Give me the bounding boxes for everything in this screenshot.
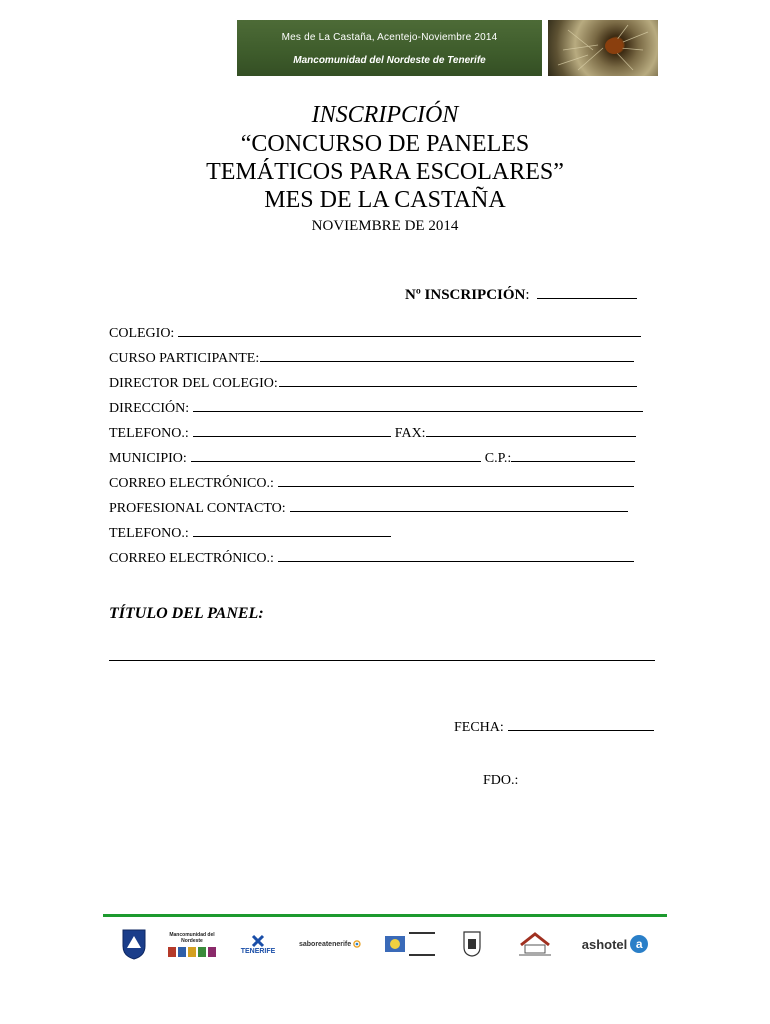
panel-title-label: TÍTULO DEL PANEL: <box>109 605 264 622</box>
direccion-field <box>109 399 643 417</box>
tenerife-caption: TENERIFE <box>240 947 276 955</box>
direccion-label: DIRECCIÓN: <box>109 401 190 416</box>
ashotel-mark-icon: a <box>630 935 648 953</box>
casa-logo <box>511 922 559 966</box>
banner-subtitle: Mancomunidad del Nordeste de Tenerife <box>293 55 486 66</box>
telefono-fax-field <box>109 424 636 442</box>
heading-inscripcion: INSCRIPCIÓN <box>311 102 459 128</box>
correo-contacto-field <box>109 549 634 567</box>
municipio-cp-field <box>109 449 635 467</box>
ashotel-logo <box>577 922 653 966</box>
cp-label: C.P.: <box>484 451 512 466</box>
heading-date: NOVIEMBRE DE 2014 <box>311 218 459 234</box>
ayuntamiento-logo <box>457 922 487 966</box>
telefono-label: TELEFONO.: <box>109 426 189 441</box>
correo-contacto-label: CORREO ELECTRÓNICO.: <box>109 551 274 566</box>
profesional-field <box>109 499 628 517</box>
curso-field <box>109 349 634 367</box>
tenerife-logo <box>235 922 281 966</box>
correo-field <box>109 474 634 492</box>
registration-colon: : <box>525 287 530 303</box>
panel-title-input[interactable] <box>109 660 655 661</box>
castanero-club-logo <box>381 922 437 966</box>
correo-label: CORREO ELECTRÓNICO.: <box>109 476 274 491</box>
sponsor-logos <box>103 922 667 966</box>
banner-title: Mes de La Castaña, Acentejo-Noviembre 2014 <box>281 32 498 43</box>
fax-label: FAX: <box>394 426 426 441</box>
heading-line-2: TEMÁTICOS PARA ESCOLARES” <box>206 159 564 185</box>
signature-label: FDO.: <box>483 773 519 788</box>
curso-label: CURSO PARTICIPANTE: <box>109 351 260 366</box>
colegio-label: COLEGIO: <box>109 326 175 341</box>
fecha-field <box>454 718 654 736</box>
registration-label: Nº INSCRIPCIÓN <box>405 287 526 303</box>
curso-input[interactable] <box>260 349 634 362</box>
footer-divider <box>103 914 667 917</box>
fax-input[interactable] <box>426 424 636 437</box>
fecha-input[interactable] <box>508 718 654 731</box>
municipio-input[interactable] <box>191 449 481 462</box>
document-heading <box>0 100 770 236</box>
director-input[interactable] <box>279 374 637 387</box>
cp-input[interactable] <box>511 449 635 462</box>
ashotel-caption: ashotel <box>581 936 628 952</box>
sabores-caption: saboreatenerife <box>299 940 352 948</box>
heading-line-1: “CONCURSO DE PANELES <box>240 131 530 157</box>
telefono-contacto-field <box>109 524 391 542</box>
registration-number-field <box>405 286 637 304</box>
correo-input[interactable] <box>278 474 634 487</box>
chestnut-photo <box>548 20 658 76</box>
colegio-input[interactable] <box>178 324 641 337</box>
profesional-label: PROFESIONAL CONTACTO: <box>109 501 286 516</box>
director-field <box>109 374 637 392</box>
sabores-logo <box>299 922 361 966</box>
telefono-contacto-label: TELEFONO.: <box>109 526 189 541</box>
correo-contacto-input[interactable] <box>278 549 634 562</box>
direccion-input[interactable] <box>193 399 643 412</box>
director-label: DIRECTOR DEL COLEGIO: <box>109 376 278 391</box>
cabildo-shield-icon <box>117 922 151 966</box>
profesional-input[interactable] <box>290 499 628 512</box>
fecha-label: FECHA: <box>454 720 504 735</box>
mancomunidad-caption: Mancomunidad del Nordeste <box>169 931 215 944</box>
registration-number-input[interactable] <box>537 286 637 299</box>
header-banner <box>237 20 542 76</box>
telefono-contacto-input[interactable] <box>193 524 391 537</box>
telefono-input[interactable] <box>193 424 391 437</box>
colegio-field <box>109 324 641 342</box>
municipio-label: MUNICIPIO: <box>109 451 187 466</box>
mancomunidad-logo <box>167 922 217 966</box>
heading-line-3: MES DE LA CASTAÑA <box>264 187 506 213</box>
